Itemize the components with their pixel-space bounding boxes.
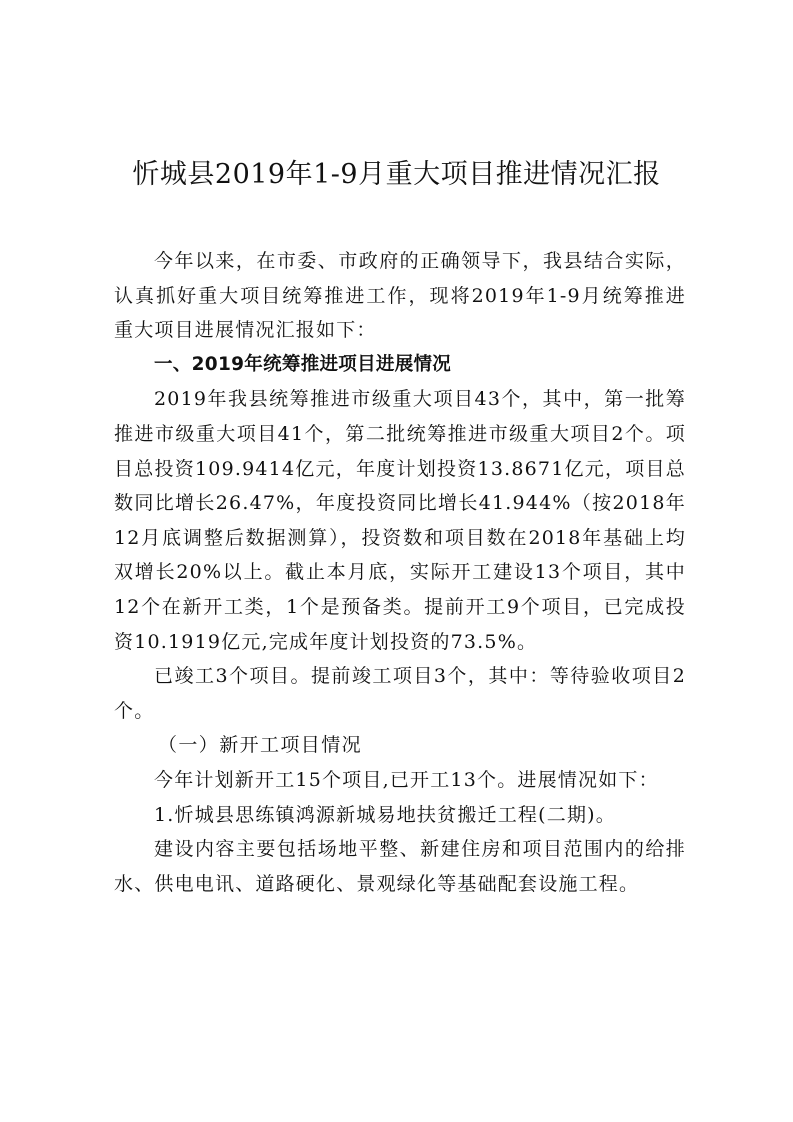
new-projects-paragraph: 今年计划新开工15个项目,已开工13个。进展情况如下：: [154, 768, 659, 791]
section-heading-progress: 一、2019年统筹推进项目进展情况: [154, 353, 452, 375]
intro-paragraph: 今年以来，在市委、市政府的正确领导下，我县结合实际，认真抓好重大项目统筹推进工作，现将2019年1-9月统筹推进重大项目进展情况汇报如下：: [114, 250, 686, 342]
project-item-1-title: 1.忻城县思练镇鸿源新城易地扶贫搬迁工程(二期)。: [154, 803, 616, 826]
subsection-heading-new-projects: （一）新开工项目情况: [158, 734, 363, 757]
project-item-1-description: 建设内容主要包括场地平整、新建住房和项目范围内的给排水、供电电讯、道路硬化、景观绿化等基础配套设施工程。: [114, 838, 686, 895]
completion-paragraph: 已竣工3个项目。提前竣工项目3个，其中：等待验收项目2个。: [114, 665, 686, 722]
document-body: [114, 244, 686, 901]
progress-summary-paragraph: 2019年我县统筹推进市级重大项目43个，其中，第一批筹推进市级重大项目41个，第二批统筹推进市级重大项目2个。项目总投资109.9414亿元，年度计划投资13.8671亿元，项目总数同比增长26.47%，年度投资同比增长41.944%（按2018年12月底调整后数据测算），投资数和项目数在2018年基础上均双增长20%以上。截止本月底，实际开工建设13个项目，其中12个在新开工类，1个是预备类。提前开工9个项目，已完成投资10.1919亿元,完成年度计划投资的73.5%。: [114, 388, 686, 653]
document-title: 忻城县2019年1-9月重大项目推进情况汇报: [132, 159, 661, 190]
